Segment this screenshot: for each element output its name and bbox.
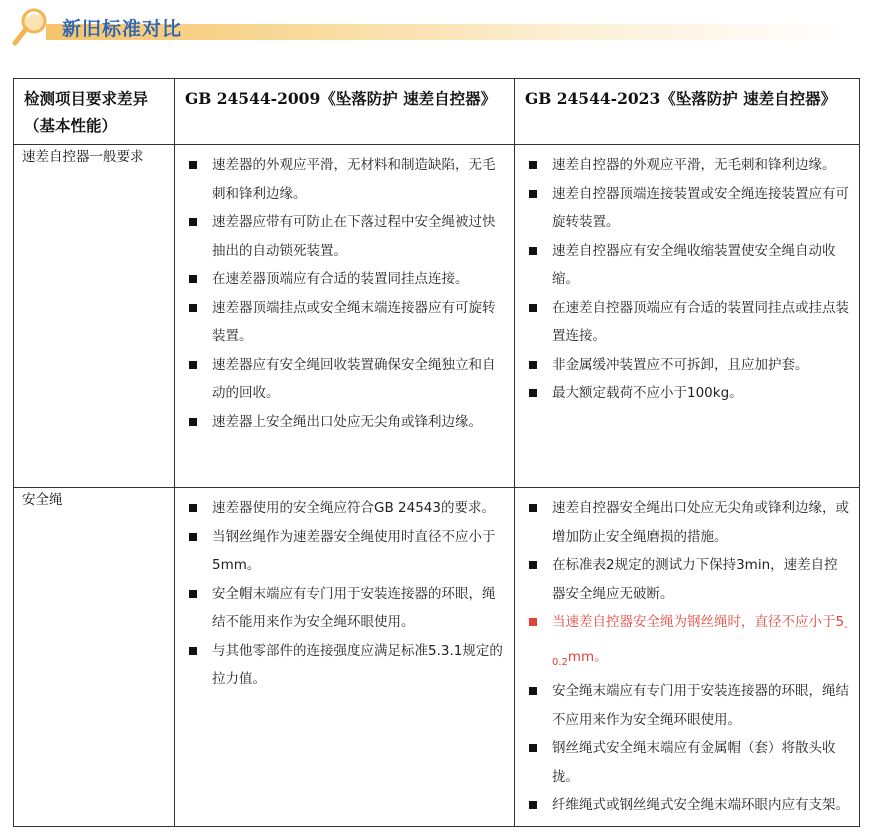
new-standard-cell <box>515 145 860 488</box>
list-item <box>187 265 504 294</box>
list-item <box>527 677 849 734</box>
bullet-square-icon <box>529 389 537 397</box>
requirement-text: 速差器顶端挂点或安全绳末端连接器应有可旋转装置。 <box>212 299 496 344</box>
bullet-square-icon <box>529 161 537 169</box>
bullet-square-icon <box>529 304 537 312</box>
section-title: 新旧标准对比 <box>62 18 183 40</box>
table-row <box>14 488 860 827</box>
row-label-safety-rope: 安全绳 <box>14 488 175 827</box>
bullet-square-icon <box>189 275 197 283</box>
requirement-text: 速差器使用的安全绳应符合GB 24543的要求。 <box>212 500 495 516</box>
list-item <box>187 494 504 523</box>
requirement-text: 与其他零部件的连接强度应满足标准5.3.1规定的拉力值。 <box>212 642 503 687</box>
column-header-old-standard: GB 24544-2009《坠落防护 速差自控器》 <box>175 79 515 145</box>
bullet-square-icon <box>529 687 537 695</box>
bullet-square-icon <box>189 504 197 512</box>
bullet-square-icon <box>189 647 197 655</box>
bullet-square-icon <box>529 361 537 369</box>
bullet-square-icon <box>529 618 537 626</box>
column-header-item: 检测项目要求差异（基本性能） <box>14 79 175 145</box>
bullet-square-icon <box>529 247 537 255</box>
list-item <box>187 523 504 580</box>
list-item <box>527 734 849 791</box>
requirement-text: 最大额定载荷不应小于100kg。 <box>552 385 743 401</box>
requirement-text: 速差自控器顶端连接装置或安全绳连接装置应有可旋转装置。 <box>552 185 849 230</box>
list-item <box>187 408 504 437</box>
requirement-text: 非金属缓冲装置应不可拆卸，且应加护套。 <box>552 356 809 373</box>
magnifier-icon <box>11 5 51 49</box>
column-header-new-standard: GB 24544-2023《坠落防护 速差自控器》 <box>515 79 860 145</box>
requirement-list <box>527 151 849 408</box>
requirement-text: 纤维绳式或钢丝绳式安全绳末端环眼内应有支架。 <box>552 797 849 813</box>
requirement-text: 安全帽末端应有专门用于安装连接器的环眼，绳结不能用来作为安全绳环眼使用。 <box>212 585 496 630</box>
bullet-square-icon <box>189 218 197 226</box>
bullet-square-icon <box>189 304 197 312</box>
list-item <box>527 351 849 380</box>
requirement-text: 速差器的外观应平滑，无材料和制造缺陷，无毛刺和锋利边缘。 <box>212 157 496 202</box>
requirement-text: 速差器应带有可防止在下落过程中安全绳被过快抽出的自动锁死装置。 <box>212 214 496 259</box>
table-row <box>14 145 860 488</box>
list-item <box>527 294 849 351</box>
list-item <box>527 494 849 551</box>
bullet-square-icon <box>189 590 197 598</box>
requirement-text: 安全绳末端应有专门用于安装连接器的环眼，绳结不应用来作为安全绳环眼使用。 <box>552 683 849 728</box>
bullet-square-icon <box>189 418 197 426</box>
bullet-square-icon <box>189 533 197 541</box>
requirement-text: 速差器上安全绳出口处应无尖角或锋利边缘。 <box>212 413 482 430</box>
highlight-text: 当速差自控器安全绳为钢丝绳时，直径不应小于5 <box>552 614 845 630</box>
comparison-table <box>13 78 860 827</box>
list-item <box>187 151 504 208</box>
list-item <box>527 180 849 237</box>
bullet-square-icon <box>529 561 537 569</box>
requirement-text: 当钢丝绳作为速差器安全绳使用时直径不应小于5mm。 <box>212 528 496 573</box>
requirement-text: 在速差自控器顶端应有合适的装置同挂点或挂点装置连接。 <box>552 299 849 344</box>
old-standard-cell <box>175 145 515 488</box>
list-item <box>527 151 849 180</box>
requirement-text: 速差自控器应有安全绳收缩装置使安全绳自动收缩。 <box>552 242 836 287</box>
requirement-list <box>187 494 504 694</box>
table-header-row <box>14 79 860 145</box>
requirement-list <box>527 494 849 820</box>
tolerance-subscript: -0.2 <box>552 622 848 668</box>
list-item <box>187 580 504 637</box>
highlight-unit: mm。 <box>567 648 608 665</box>
list-item <box>187 208 504 265</box>
list-item <box>187 637 504 694</box>
bullet-square-icon <box>529 504 537 512</box>
requirement-text: 速差自控器的外观应平滑，无毛刺和锋利边缘。 <box>552 157 836 173</box>
requirement-text: 在标准表2规定的测试力下保持3min，速差自控器安全绳应无破断。 <box>552 557 838 602</box>
bullet-square-icon <box>189 161 197 169</box>
list-item <box>527 379 849 408</box>
bullet-square-icon <box>529 801 537 809</box>
requirement-text: 钢丝绳式安全绳末端应有金属帽（套）将散头收拢。 <box>552 740 836 785</box>
requirement-list <box>187 151 504 436</box>
requirement-text: 速差器应有安全绳回收装置确保安全绳独立和自动的回收。 <box>212 356 496 401</box>
list-item <box>527 237 849 294</box>
bullet-square-icon <box>189 361 197 369</box>
section-header <box>0 0 869 60</box>
requirement-text: 在速差器顶端应有合适的装置同挂点连接。 <box>212 271 469 287</box>
requirement-text: 速差自控器安全绳出口处应无尖角或锋利边缘，或增加防止安全绳磨损的措施。 <box>552 500 849 545</box>
list-item <box>187 294 504 351</box>
list-item <box>187 351 504 408</box>
highlighted-list-item <box>527 608 849 677</box>
row-label-general: 速差自控器一般要求 <box>14 145 175 488</box>
bullet-square-icon <box>529 744 537 752</box>
new-standard-cell <box>515 488 860 827</box>
bullet-square-icon <box>529 190 537 198</box>
list-item <box>527 551 849 608</box>
old-standard-cell <box>175 488 515 827</box>
list-item <box>527 791 849 820</box>
